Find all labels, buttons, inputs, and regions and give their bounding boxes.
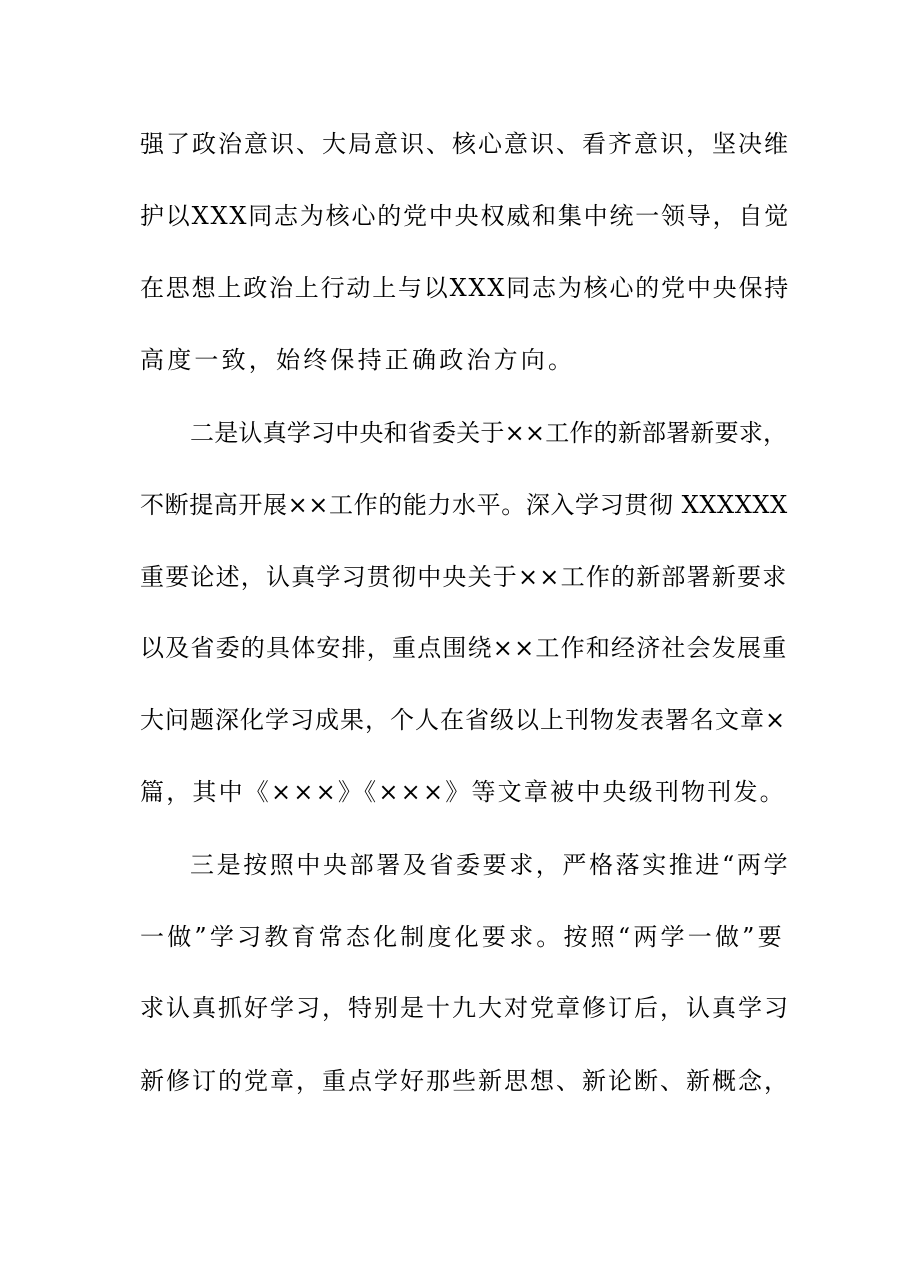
paragraph-3-line-2: 一做”学习教育常态化制度化要求。按照“两学一做”要 [140,923,785,951]
paragraph-3-line-3: 求认真抓好学习，特别是十九大对党章修订后，认真学习 [140,994,790,1022]
paragraph-2-line-2: 不断提高开展××工作的能力水平。深入学习贯彻 XXXXXX [140,491,788,519]
paragraph-2-line-6: 篇，其中《×××》《×××》等文章被中央级刊物刊发。 [140,778,786,806]
paragraph-1-line-1: 强了政治意识、大局意识、核心意识、看齐意识，坚决维 [140,130,790,158]
paragraph-3-line-4: 新修订的党章，重点学好那些新思想、新论断、新概念， [140,1067,790,1095]
paragraph-2-line-5: 大问题深化学习成果，个人在省级以上刊物发表署名文章× [140,706,787,734]
paragraph-2-line-1: 二是认真学习中央和省委关于××工作的新部署新要求， [190,419,788,447]
paragraph-1-line-2: 护以XXX同志为核心的党中央权威和集中统一领导，自觉 [140,202,790,230]
paragraph-2-line-3: 重要论述，认真学习贯彻中央关于××工作的新部署新要求 [140,563,788,591]
paragraph-3-line-1: 三是按照中央部署及省委要求，严格落实推进“两学 [190,851,790,879]
paragraph-1-line-4: 高度一致，始终保持正确政治方向。 [140,346,576,374]
paragraph-2-line-4: 以及省委的具体安排，重点围绕××工作和经济社会发展重 [140,634,788,662]
paragraph-1-line-3: 在思想上政治上行动上与以XXX同志为核心的党中央保持 [140,274,790,302]
